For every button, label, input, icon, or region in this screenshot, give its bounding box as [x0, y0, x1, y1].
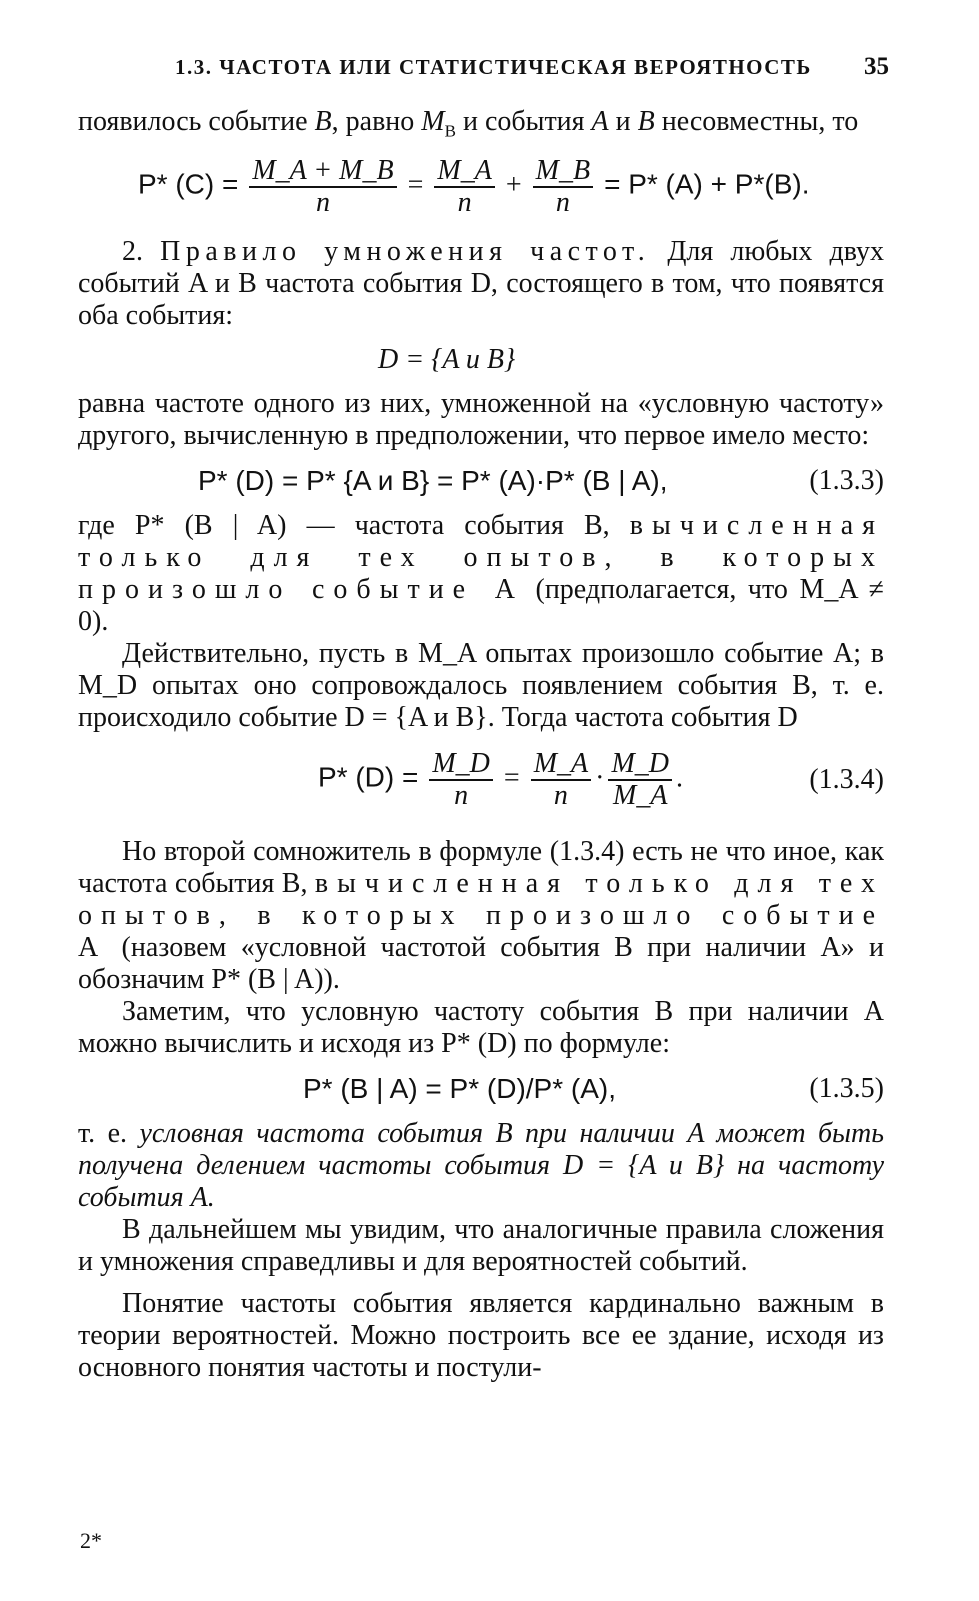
header-title: 1.3. ЧАСТОТА ИЛИ СТАТИСТИЧЕСКАЯ ВЕРОЯТНОСТЬ: [175, 55, 812, 79]
equation-3: P* (D) = P* {A и B} = P* (A)·P* (B | A), (1.3.3): [198, 464, 884, 496]
signature-mark: 2*: [80, 1528, 102, 1553]
page-number: 35: [864, 53, 889, 80]
fraction: $\frac{M\_B}{n}$: [533, 156, 593, 218]
paragraph-3: равна частоте одного из них, умноженной на «условную частоту» другого, вычисленную в предположении, что первое имело место:: [78, 387, 884, 451]
running-header: [175, 55, 889, 91]
equation-2: D = {A и B}: [378, 343, 516, 375]
paragraph-1: появилось событие B, равно $M_B$ и события A и B несовместны, то: [78, 106, 859, 141]
paragraph-8: т. е. условная частота события B при наличии A может быть получена делением частоты события D = {A и B} на частоту события A.: [78, 1117, 884, 1213]
paragraph-5: Действительно, пусть в M_A опытах произошло событие A; в M_D опытах оно сопровождалось появлением события B, т. е. происходило событие D = {A и B}. Тогда частота события D: [78, 637, 884, 733]
fraction: $\frac{M\_A + M\_B}{n}$: [249, 156, 396, 218]
text-body: [78, 106, 884, 1384]
equation-number: (1.3.4): [809, 763, 884, 795]
equation-1: P* (C) = $\frac{M\_A + M\_B}{n}$ = $\frac{M\_A}{n}$ + $\frac{M\_B}{n}$ = P* (A) + P*(B).: [138, 154, 810, 218]
equation-5: P* (B | A) = P* (D)/P* (A), (1.3.5): [303, 1072, 884, 1104]
paragraph-2: 2. Правило умножения частот. Для любых двух событий A и B частота события D, состоящего в том, что появятся оба события:: [78, 235, 884, 331]
paragraph-6: Но второй сомножитель в формуле (1.3.4) есть не что иное, как частота события B, вычисленная только для тех опытов, в которых произошло событие A (назовем «условной частотой события B при наличии A» и обозначим P* (B | A)).: [78, 835, 884, 995]
paragraph-4: где P* (B | A) — частота события B, вычисленная только для тех опытов, в которых произошло событие A (предполагается, что M_A ≠ 0).: [78, 509, 884, 637]
equation-number: (1.3.3): [809, 464, 884, 496]
fraction: $\frac{M\_D}{n}$: [429, 749, 493, 811]
equation-number: (1.3.5): [809, 1072, 884, 1104]
paragraph-7: Заметим, что условную частоту события B при наличии A можно вычислить и исходя из P* (D) по формуле:: [78, 995, 884, 1059]
paragraph-10: Понятие частоты события является кардинально важным в теории вероятностей. Можно построить все ее здание, исходя из основного понятия частоты и постули-: [78, 1287, 884, 1383]
fraction: $\frac{M\_A}{n}$: [434, 156, 494, 218]
fraction: $\frac{M\_A}{n}$: [531, 749, 591, 811]
equation-4: P* (D) = $\frac{M\_D}{n}$ = $\frac{M\_A}{n}$ · $\frac{M\_D}{M\_A}$ . (1.3.4): [318, 747, 884, 811]
paragraph-9: В дальнейшем мы увидим, что аналогичные правила сложения и умножения справедливы и для вероятностей событий.: [78, 1213, 884, 1277]
fraction: $\frac{M\_D}{M\_A}$: [608, 749, 672, 811]
